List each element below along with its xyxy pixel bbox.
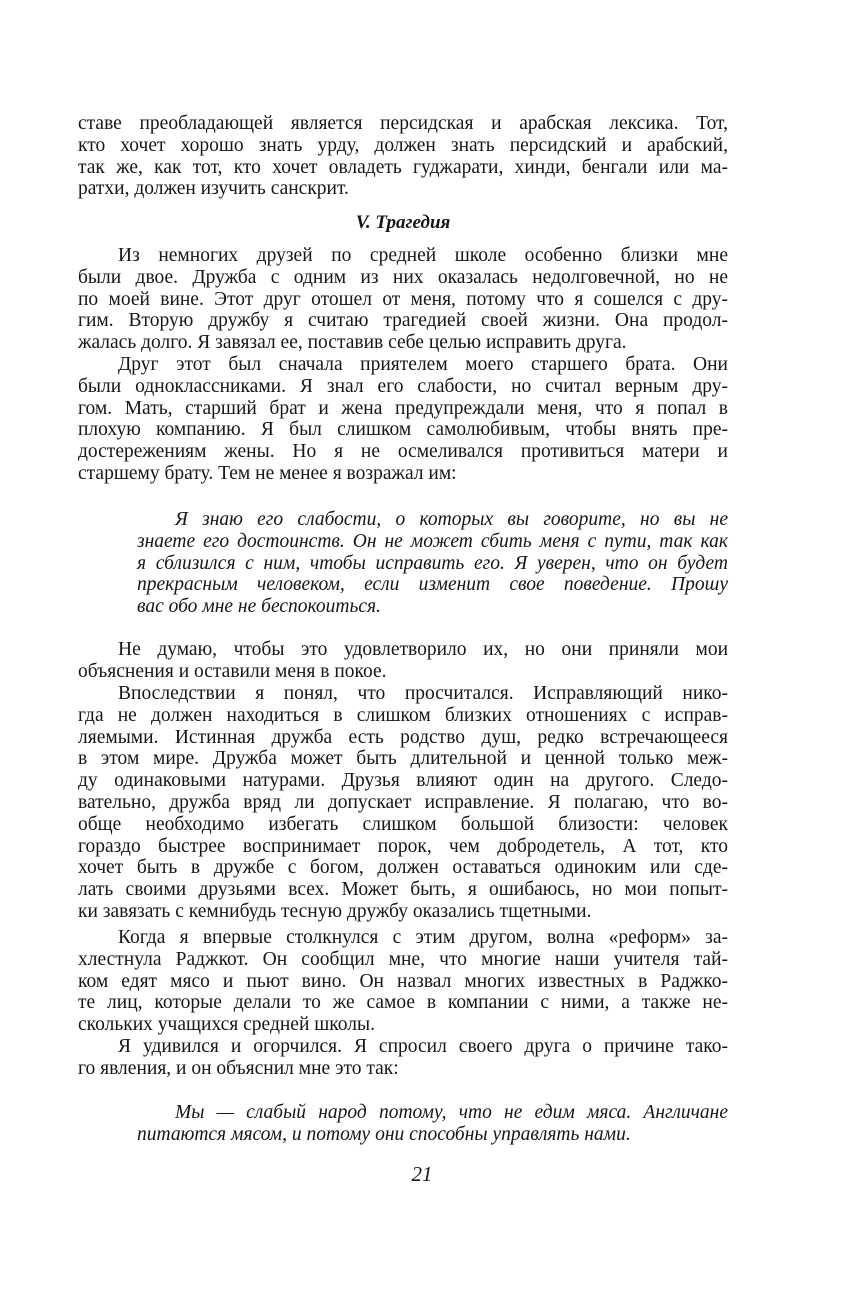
text-line: Когда я впервые столкнулся с этим другом, волна «реформ» за- [118,927,728,948]
text-line: кто хочет хорошо знать урду, должен знать персидский и арабский, [78,134,728,156]
page-number: 21 [411,1162,433,1186]
text-line: гом. Мать, старший брат и жена предупреждали меня, что я попал в [78,397,728,419]
text-line: объяснения и оставили меня в покое. [78,660,387,682]
text-line: гораздо быстрее воспринимает порок, чем добродетель, А тот, кто [78,835,728,857]
text-line: Я удивился и огорчился. Я спросил своего друга о причине тако- [118,1036,728,1057]
block-quote [137,1102,728,1146]
text-line: были одноклассниками. Я знал его слабости, но считал верным дру- [78,375,728,397]
text-line: жалась долго. Я завязал ее, поставив себе целью исправить друга. [78,332,627,354]
paragraph [78,245,728,354]
text-line: питаются мясом, и потому они способны управлять нами. [137,1123,631,1145]
text-line: Впоследствии я понял, что просчитался. Исправляющий нико- [118,683,728,704]
paragraph [78,354,728,485]
section-heading: V. Трагедия [355,212,451,233]
text-line: были двое. Дружба с одним из них оказалась недолговечной, но не [78,266,728,288]
paragraph [78,113,728,200]
text-line: лать своими друзьями всех. Может быть, я ошибаюсь, но мои попыт- [78,879,728,901]
text-line: достережениям жены. Но я не осмеливался противиться матери и [78,441,728,463]
text-line: прекрасным человеком, если изменит свое поведение. Прошу [137,574,728,596]
text-line: плохую компанию. Я был слишком самолюбивым, чтобы внять пре- [78,419,728,441]
text-line: те лиц, которые делали то же самое в компании с ними, а также не- [78,992,728,1014]
block-quote [137,509,728,618]
text-line: скольких учащихся средней школы. [78,1014,375,1036]
text-line: вательно, дружба вряд ли допускает исправление. Я полагаю, что во- [78,791,728,813]
text-line: я сблизился с ним, чтобы исправить его. Я уверен, что он будет [137,552,728,574]
text-line: по моей вине. Этот друг отошел от меня, потому что я сошелся с дру- [78,288,728,310]
text-line: обще необходимо избегать слишком большой близости: человек [78,813,728,835]
paragraph [78,1036,728,1080]
text-line: в этом мире. Дружба может быть длительной и ценной только меж- [78,748,728,770]
text-line: ратхи, должен изучить санскрит. [78,178,349,200]
text-line: хлестнула Раджкот. Он сообщил мне, что многие наши учителя тай- [78,948,728,970]
text-line: Не думаю, чтобы это удовлетворило их, но они приняли мои [118,639,728,660]
text-line: ки завязать с кемнибудь тесную дружбу оказались тщетными. [78,900,592,922]
text-line: ком едят мясо и пьют вино. Он назвал многих известных в Раджко- [78,970,728,992]
paragraph [78,683,728,923]
text-line: хочет быть в дружбе с богом, должен оставаться одиноким или сде- [78,857,728,879]
text-line: ставе преобладающей является персидская и арабская лексика. Тот, [78,113,728,134]
text-line: старшему брату. Тем не менее я возражал им: [78,462,457,484]
text-line: так же, как тот, кто хочет овладеть гуджарати, хинди, бенгали или ма- [78,156,728,178]
paragraph [78,927,728,1036]
text-line: Из немногих друзей по средней школе особенно близки мне [118,245,728,266]
text-line: Я знаю его слабости, о которых вы говорите, но вы не [175,509,728,530]
text-line: гим. Вторую дружбу я считаю трагедией своей жизни. Она продол- [78,310,728,332]
text-line: Мы — слабый народ потому, что не едим мяса. Англичане [175,1102,728,1123]
text-line: знаете его достоинств. Он не может сбить меня с пути, так как [137,530,728,552]
text-line: Друг этот был сначала приятелем моего старшего брата. Они [118,354,728,375]
text-line: гда не должен находиться в слишком близких отношениях с исправ- [78,704,728,726]
text-line: го явления, и он объяснил мне это так: [78,1057,399,1079]
text-line: ду одинаковыми натурами. Друзья влияют один на другого. Следо- [78,770,728,792]
paragraph [78,639,728,683]
text-line: ляемыми. Истинная дружба есть родство душ, редко встречающееся [78,726,728,748]
text-line: вас обо мне не беспокоиться. [137,596,381,618]
